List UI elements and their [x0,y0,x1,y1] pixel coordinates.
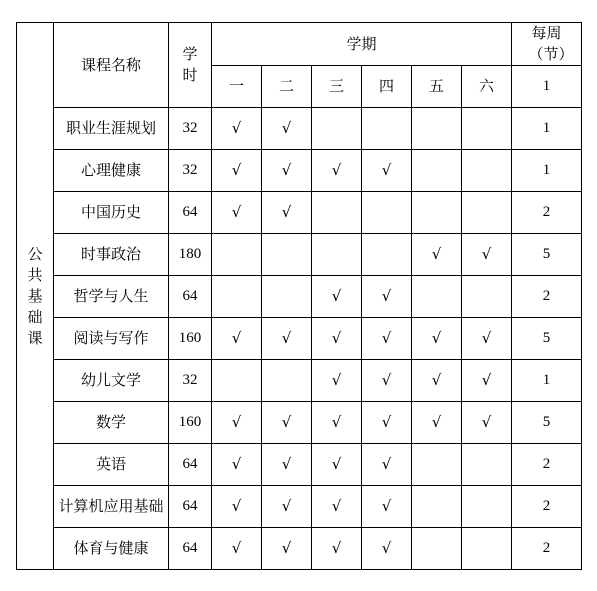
term-cell [412,486,462,528]
course-name-cell: 中国历史 [54,192,169,234]
course-name-cell: 数学 [54,402,169,444]
term-cell [362,192,412,234]
check-mark-icon: √ [231,497,242,515]
term-cell [312,528,362,570]
check-mark-icon: √ [481,413,492,431]
check-mark-icon: √ [331,455,342,473]
table-row [17,150,582,192]
term-cell [462,528,512,570]
term-cell [212,360,262,402]
table-row [17,276,582,318]
weekly-cell: 2 [512,528,582,570]
weekly-cell: 2 [512,444,582,486]
check-mark-icon: √ [481,245,492,263]
check-mark-icon: √ [381,539,392,557]
term-cell [212,402,262,444]
term-cell [312,108,362,150]
check-mark-icon: √ [281,497,292,515]
hours-cell: 180 [169,234,212,276]
term-cell [462,486,512,528]
check-mark-icon: √ [331,539,342,557]
check-mark-icon: √ [381,287,392,305]
term-header: 二 [262,66,312,108]
term-cell [212,276,262,318]
check-mark-icon: √ [381,329,392,347]
category-cell [17,23,54,570]
hours-cell: 64 [169,276,212,318]
term-cell [362,276,412,318]
check-mark-icon: √ [431,245,442,263]
check-mark-icon: √ [231,161,242,179]
term-cell [262,276,312,318]
check-mark-icon: √ [381,413,392,431]
hours-cell: 64 [169,528,212,570]
course-name-cell: 幼儿文学 [54,360,169,402]
term-cell [412,234,462,276]
table-row [17,486,582,528]
check-mark-icon: √ [331,329,342,347]
check-mark-icon: √ [431,371,442,389]
header-weekly-value: 1 [512,66,582,108]
term-cell [262,108,312,150]
header-hours-label: 学时 [182,45,198,84]
table-row [17,108,582,150]
check-mark-icon: √ [231,413,242,431]
term-cell [362,150,412,192]
term-cell [412,402,462,444]
term-cell [312,318,362,360]
term-cell [212,192,262,234]
weekly-cell: 5 [512,402,582,444]
weekly-cell: 5 [512,318,582,360]
term-cell [262,486,312,528]
check-mark-icon: √ [281,119,292,137]
term-cell [362,360,412,402]
term-cell [362,108,412,150]
hours-cell: 64 [169,486,212,528]
term-cell [462,318,512,360]
term-cell [462,150,512,192]
term-cell [362,486,412,528]
term-cell [412,360,462,402]
term-cell [362,234,412,276]
term-header: 六 [462,66,512,108]
check-mark-icon: √ [381,371,392,389]
check-mark-icon: √ [281,413,292,431]
weekly-cell: 2 [512,486,582,528]
term-cell [212,150,262,192]
term-cell [262,150,312,192]
hours-cell: 32 [169,108,212,150]
check-mark-icon: √ [331,161,342,179]
hours-cell: 160 [169,318,212,360]
term-cell [462,276,512,318]
term-cell [412,318,462,360]
course-name-cell: 时事政治 [54,234,169,276]
check-mark-icon: √ [231,455,242,473]
term-cell [462,444,512,486]
term-cell [312,234,362,276]
check-mark-icon: √ [381,497,392,515]
category-label: 公共基础课 [27,244,43,347]
term-cell [212,444,262,486]
term-cell [212,108,262,150]
table-row [17,402,582,444]
check-mark-icon: √ [281,203,292,221]
header-hours [169,23,212,108]
term-cell [312,192,362,234]
term-cell [212,318,262,360]
term-cell [462,108,512,150]
table-row [17,318,582,360]
weekly-cell: 1 [512,360,582,402]
term-cell [412,528,462,570]
term-cell [362,444,412,486]
term-cell [262,360,312,402]
check-mark-icon: √ [231,203,242,221]
course-name-cell: 职业生涯规划 [54,108,169,150]
term-cell [462,234,512,276]
hours-cell: 160 [169,402,212,444]
header-weekly [512,23,582,66]
check-mark-icon: √ [281,329,292,347]
term-cell [312,486,362,528]
check-mark-icon: √ [281,455,292,473]
weekly-cell: 1 [512,108,582,150]
check-mark-icon: √ [431,413,442,431]
term-cell [362,402,412,444]
term-cell [462,192,512,234]
term-cell [262,444,312,486]
header-course-name: 课程名称 [54,23,169,108]
check-mark-icon: √ [281,161,292,179]
weekly-cell: 2 [512,192,582,234]
header-semester: 学期 [212,23,512,66]
term-cell [262,402,312,444]
check-mark-icon: √ [231,329,242,347]
term-cell [262,192,312,234]
weekly-cell: 2 [512,276,582,318]
check-mark-icon: √ [481,371,492,389]
check-mark-icon: √ [281,539,292,557]
check-mark-icon: √ [431,329,442,347]
term-cell [412,444,462,486]
hours-cell: 64 [169,192,212,234]
term-header: 四 [362,66,412,108]
header-row-1 [17,23,582,66]
term-cell [362,528,412,570]
header-weekly-label: 每周（节） [528,24,574,63]
table-row [17,444,582,486]
term-cell [462,360,512,402]
term-cell [312,402,362,444]
check-mark-icon: √ [331,497,342,515]
term-cell [412,276,462,318]
course-name-cell: 哲学与人生 [54,276,169,318]
course-name-cell: 阅读与写作 [54,318,169,360]
term-cell [212,234,262,276]
term-cell [212,486,262,528]
term-cell [362,318,412,360]
check-mark-icon: √ [331,371,342,389]
check-mark-icon: √ [381,455,392,473]
term-cell [312,276,362,318]
table-row [17,192,582,234]
hours-cell: 32 [169,360,212,402]
course-name-cell: 英语 [54,444,169,486]
term-header: 一 [212,66,262,108]
check-mark-icon: √ [331,413,342,431]
term-cell [462,402,512,444]
table-row [17,360,582,402]
term-cell [412,192,462,234]
term-header: 五 [412,66,462,108]
course-name-cell: 体育与健康 [54,528,169,570]
weekly-cell: 1 [512,150,582,192]
course-name-cell: 计算机应用基础 [54,486,169,528]
table-row [17,234,582,276]
term-cell [412,108,462,150]
term-header: 三 [312,66,362,108]
check-mark-icon: √ [231,539,242,557]
check-mark-icon: √ [381,161,392,179]
term-cell [312,444,362,486]
term-cell [262,234,312,276]
term-cell [262,528,312,570]
hours-cell: 32 [169,150,212,192]
term-cell [212,528,262,570]
check-mark-icon: √ [481,329,492,347]
course-schedule-table [16,22,582,570]
course-name-cell: 心理健康 [54,150,169,192]
weekly-cell: 5 [512,234,582,276]
term-cell [262,318,312,360]
table-row [17,528,582,570]
term-cell [312,360,362,402]
hours-cell: 64 [169,444,212,486]
term-cell [412,150,462,192]
term-cell [312,150,362,192]
check-mark-icon: √ [231,119,242,137]
check-mark-icon: √ [331,287,342,305]
